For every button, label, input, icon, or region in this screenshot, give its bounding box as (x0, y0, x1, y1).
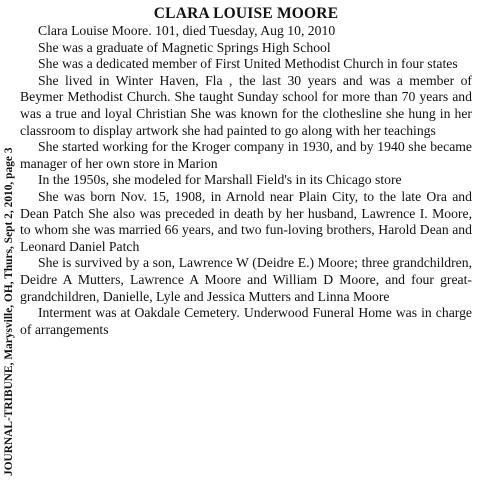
paragraph-survivors: She is survived by a son, Lawrence W (Deidre E.) Moore; three grandchildren, Deidre A Mutters, Lawrence A Moore and William D Moore, and four great-grandchildren, Danielle, Lyle and Jessica Mutters and Linna Moore (20, 255, 472, 304)
paragraph-family-history: She was born Nov. 15, 1908, in Arnold near Plain City, to the late Ora and Dean Patch She also was preceded in death by her husband, Lawrence I. Moore, to whom she was married 66 years, and two fun-loving brothers, Harold Dean and Leonard Daniel Patch (20, 188, 472, 254)
publication-citation-sidebar (2, 6, 16, 476)
paragraph-kroger: She started working for the Kroger company in 1930, and by 1940 she became manager of her own store in Marion (20, 139, 472, 171)
paragraph-death-notice: Clara Louise Moore. 101, died Tuesday, Aug 10, 2010 (38, 23, 336, 38)
paragraph-interment: Interment was at Oakdale Cemetery. Underwood Funeral Home was in charge of arrangements (20, 305, 472, 337)
paragraph-education: She was a graduate of Magnetic Springs High School (38, 39, 331, 55)
paragraph-winter-haven: She lived in Winter Haven, Fla , the last 30 years and was a member of Beymer Methodist Church. She taught Sunday school for more than 70 years and was a true and loyal Christian She was known for the clothesline she hung in her classroom to display artwork she had painted to go along with her teachings (20, 72, 472, 138)
obituary-title: CLARA LOUISE MOORE (153, 5, 339, 22)
obituary-column (20, 4, 472, 479)
paragraph-church-membership: She was a dedicated member of First United Methodist Church in four states (38, 56, 458, 72)
publication-citation: JOURNAL-TRIBUNE, Marysville, OH, Thurs, Sept 2, 2010, page 3 (3, 147, 15, 476)
paragraph-modeling: In the 1950s, she modeled for Marshall Field's in its Chicago store (38, 172, 402, 188)
